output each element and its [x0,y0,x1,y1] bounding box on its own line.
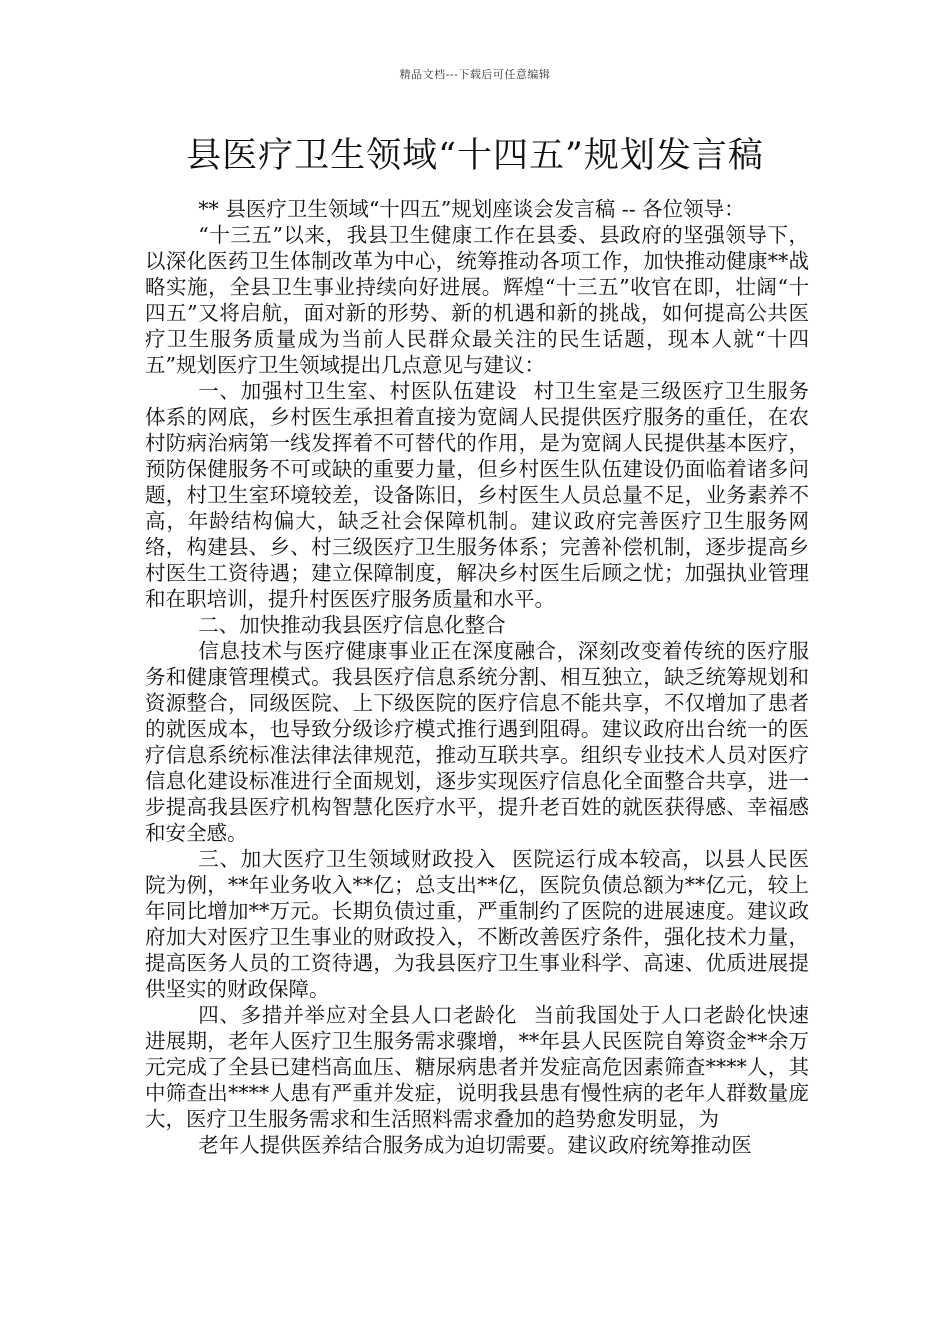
section-2-text: 信息技术与医疗健康事业正在深度融合，深刻改变着传统的医疗服务和健康管理模式。我县医疗信息系统分割、相互独立，缺乏统筹规划和资源整合，同级医院、上下级医院的医疗信息不能共享，不仅增加了患者的就医成本，也导致分级诊疗模式推行遇到阻碍。建议政府出台统一的医疗信息系统标准法律法律规范，推动互联共享。组织专业技术人员对医疗信息化建设标准进行全面规划，逐步实现医疗信息化全面整合共享，进一步提高我县医疗机构智慧化医疗水平，提升老百姓的就医获得感、幸福感和安全感。 [145,639,809,845]
section-4-heading: 四、多措并举应对全县人口老龄化 [198,1003,518,1027]
section-3-heading: 三、加大医疗卫生领域财政投入 [198,847,496,871]
section-3-text: 医院运行成本较高，以县人民医院为例，**年业务收入**亿；总支出**亿，医院负债总额为**亿元，较上年同比增加**万元。长期负债过重，严重制约了医院的进展速度。建议政府加大对医疗卫生事业的财政投入，不断改善医疗条件，强化技术力量，提高医务人员的工资待遇，为我县医疗卫生事业科学、高速、优质进展提供坚实的财政保障。 [145,847,810,1001]
section-1-paragraph [145,378,809,612]
section-3-paragraph [145,846,809,1002]
section-1-text: 村卫生室是三级医疗卫生服务体系的网底，乡村医生承担着直接为宽阔人民提供医疗服务的重任，在农村防病治病第一线发挥着不可替代的作用，是为宽阔人民提供基本医疗，预防保健服务不可或缺的重要力量，但乡村医生队伍建设仍面临着诸多问题，村卫生室环境较差，设备陈旧，乡村医生人员总量不足，业务素养不高，年龄结构偏大，缺乏社会保障机制。建议政府完善医疗卫生服务网络，构建县、乡、村三级医疗卫生服务体系；完善补偿机制，逐步提高乡村医生工资待遇；建立保障制度，解决乡村医生后顾之忧；加强执业管理和在职培训，提升村医医疗服务质量和水平。 [145,379,810,611]
last-paragraph: 老年人提供医养结合服务成为迫切需要。建议政府统筹推动医 [198,1133,752,1157]
section-2-heading: 二、加快推动我县医疗信息化整合 [198,613,506,637]
intro-paragraph: ** 县医疗卫生领域“十四五”规划座谈会发言稿 -- 各位领导： [198,197,745,221]
paragraph-opening: “十三五”以来，我县卫生健康工作在县委、县政府的坚强领导下，以深化医药卫生体制改革为中心，统筹推动各项工作，加快推动健康**战略实施，全县卫生事业持续向好进展。辉煌“十三五”收官在即，壮阔“十四五”又将启航，面对新的形势、新的机遇和新的挑战，如何提高公共医疗卫生服务质量成为当前人民群众最关注的民生话题，现本人就“十四五”规划医疗卫生领域提出几点意见与建议： [145,223,809,377]
section-1-heading: 一、加强村卫生室、村医队伍建设 [198,379,518,403]
document-body [145,196,809,1158]
section-4-text: 当前我国处于人口老龄化快速进展期，老年人医疗卫生服务需求骤增，**年县人民医院自筹资金**余万元完成了全县已建档高血压、糖尿病患者并发症高危因素筛查****人，其中筛查出****人患有严重并发症，说明我县患有慢性病的老年人群数量庞大，医疗卫生服务需求和生活照料需求叠加的趋势愈发明显，为 [145,1003,810,1131]
section-4-paragraph [145,1002,809,1132]
document-title: 县医疗卫生领域“十四五”规划发言稿 [186,136,764,176]
header-note: 精品文档---下载后可任意编辑 [399,68,551,81]
